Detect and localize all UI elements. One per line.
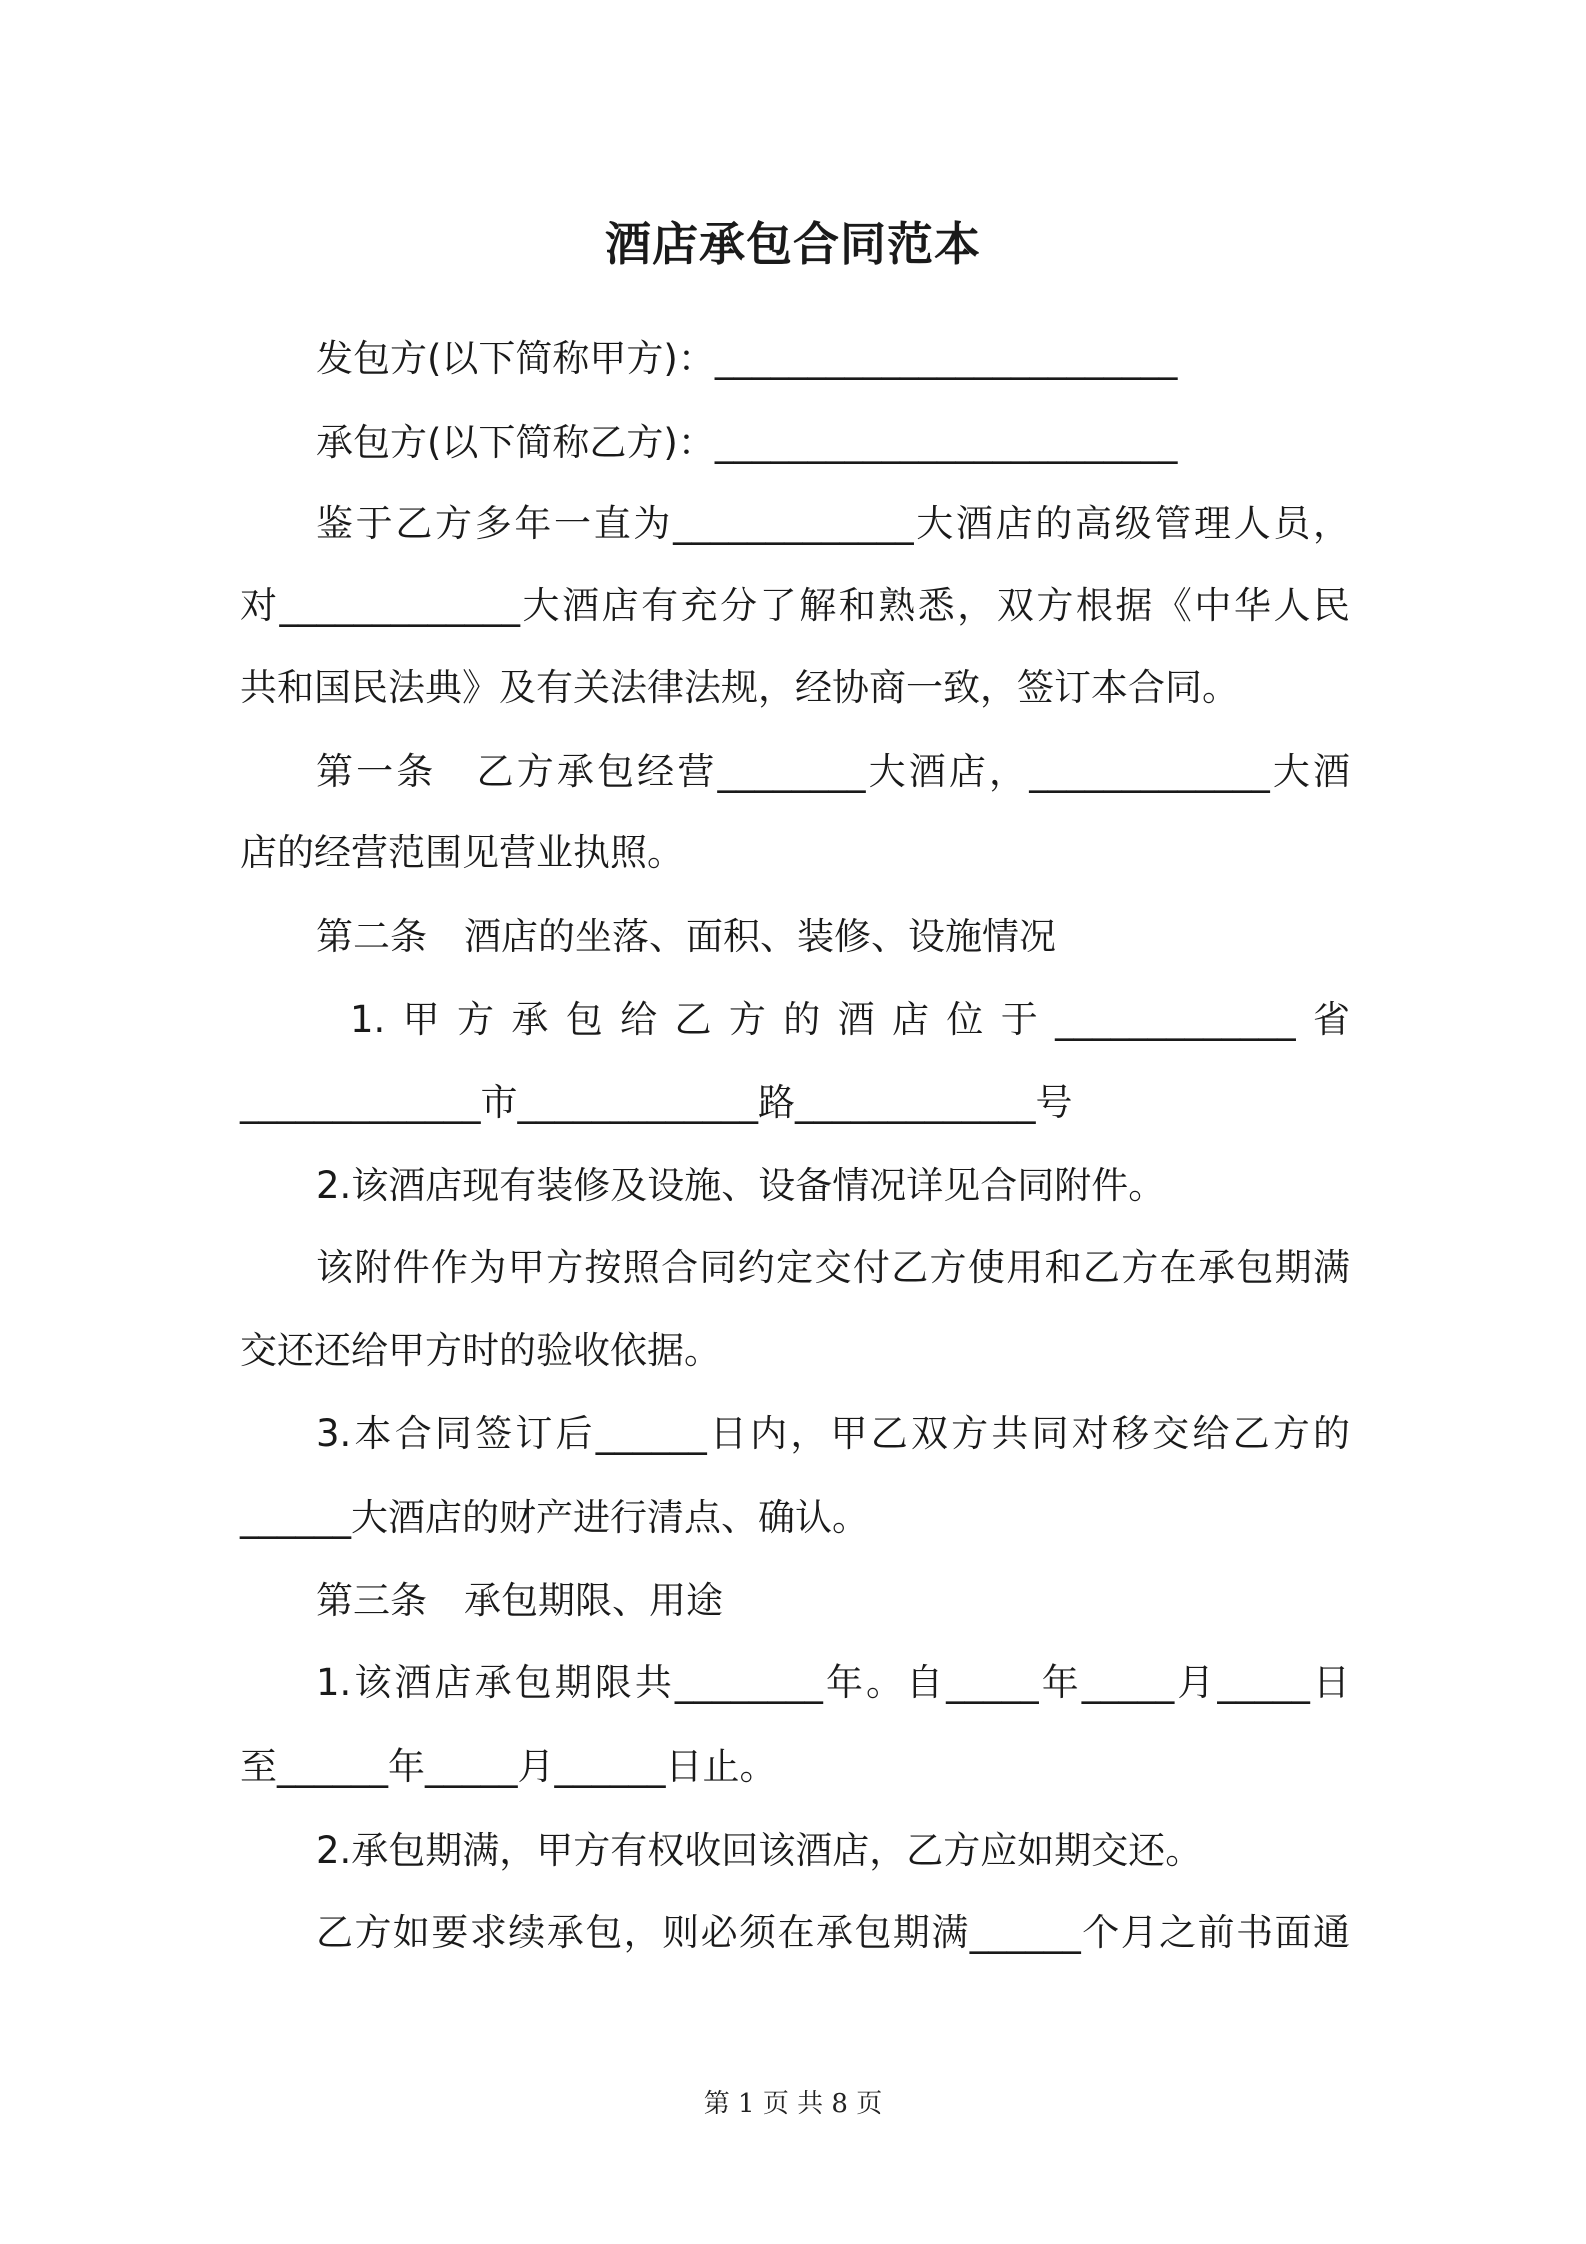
article-2-item-1-line-2: _____________市_____________路_____________号 bbox=[240, 1081, 1073, 1124]
preamble-line-1: 鉴于乙方多年一直为_____________大酒店的高级管理人员， bbox=[316, 502, 1350, 545]
article-3-heading: 第三条 承包期限、用途 bbox=[316, 1579, 723, 1622]
page-number-footer: 第 1 页 共 8 页 bbox=[703, 2089, 883, 2119]
preamble-line-3: 共和国民法典》及有关法律法规，经协商一致，签订本合同。 bbox=[240, 666, 1239, 709]
article-2-heading: 第二条 酒店的坐落、面积、装修、设施情况 bbox=[316, 915, 1056, 958]
article-3-item-2: 2.承包期满，甲方有权收回该酒店，乙方应如期交还。 bbox=[316, 1829, 1203, 1872]
article-2-item-2: 2.该酒店现有装修及设施、设备情况详见合同附件。 bbox=[316, 1164, 1166, 1207]
party-b-line: 承包方(以下简称乙方)：_________________________ bbox=[316, 421, 1178, 464]
article-1-line-1: 第一条 乙方承包经营________大酒店，_____________大酒 bbox=[316, 750, 1350, 793]
article-3-renewal-line: 乙方如要求续承包，则必须在承包期满______个月之前书面通 bbox=[316, 1911, 1350, 1954]
article-2-note-line-2: 交还还给甲方时的验收依据。 bbox=[240, 1329, 721, 1372]
article-2-item-1-line-1: 1.甲方承包给乙方的酒店位于_____________省 bbox=[350, 998, 1350, 1041]
article-1-line-2: 店的经营范围见营业执照。 bbox=[240, 831, 684, 874]
article-2-note-line-1: 该附件作为甲方按照合同约定交付乙方使用和乙方在承包期满 bbox=[316, 1246, 1350, 1289]
article-2-item-3-line-1: 3.本合同签订后______日内，甲乙双方共同对移交给乙方的 bbox=[316, 1412, 1350, 1455]
article-2-item-3-line-2: ______大酒店的财产进行清点、确认。 bbox=[240, 1496, 869, 1539]
article-3-item-1-line-2: 至______年_____月______日止。 bbox=[240, 1745, 777, 1788]
preamble-line-2: 对_____________大酒店有充分了解和熟悉，双方根据《中华人民 bbox=[240, 584, 1350, 627]
document-title: 酒店承包合同范本 bbox=[605, 217, 981, 271]
article-3-item-1-line-1: 1.该酒店承包期限共________年。自_____年_____月_____日 bbox=[316, 1661, 1350, 1704]
party-a-line: 发包方(以下简称甲方)：_________________________ bbox=[316, 337, 1178, 380]
